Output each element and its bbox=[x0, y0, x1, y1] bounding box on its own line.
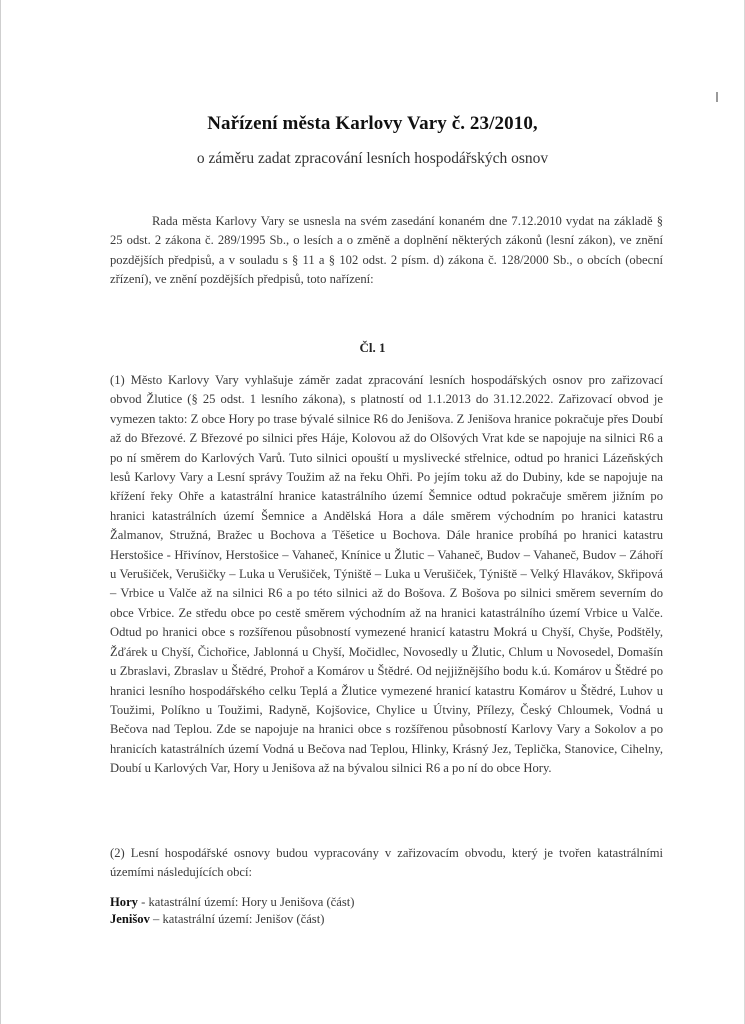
scan-mark bbox=[716, 92, 718, 102]
municipality-name: Hory bbox=[110, 895, 138, 909]
municipality-list bbox=[110, 894, 663, 928]
paragraph-1: (1) Město Karlovy Vary vyhlašuje záměr zadat zpracování lesních hospodářských osnov pro zařizovací obvod Žlutice (§ 25 odst. 1 lesního zákona), s platností od 1.1.2013 do 31.12.2022. Zařizovací obvod je vymezen takto: Z obce Hory po trase bývalé silnice R6 do Jenišova. Z Jenišova hranice pokračuje přes Doubí až do Březové. Z Březové po silnici přes Háje, Kolovou až do Olšových Vrat kde se napojuje na silnici R6 a po ní směrem do Karlových Varů. Tuto silnici opouští u myslivecké střelnice, odtud po hranici Lázeňských lesů Karlovy Vary a Lesní správy Toužim až na řeku Ohři. Po jejím toku až do Dubiny, kde se napojuje na křížení řeky Ohře a katastrální hranice katastrálního území Šemnice odtud pokračuje směrem jižním po hranici katastrálních území Šemnice a Andělská Hora a dále směrem východním po hranici katastru Žalmanov, Stružná, Bražec u Bochova a Těšetice u Bochova. Dále hranice probíhá po hranici katastru Herstošice - Hřivínov, Herstošice – Vahaneč, Knínice u Žlutic – Vahaneč, Budov – Vahaneč, Budov – Záhoří u Verušiček, Verušičky – Luka u Verušiček, Týniště – Luka u Verušiček, Týniště – Velký Hlavákov, Skřipová – Vrbice u Valče až na silnici R6 a po této silnici až do Bošova. Z Bošova po silnici směrem severním do obce Vrbice. Ze středu obce po cestě směrem východním až na hranici katastrálního území Vrbice u Valče. Odtud po hranici obce s rozšířenou působností vymezené hranicí katastru Mokrá u Chyší, Chyše, Podštěly, Žďárek u Chyší, Čichořice, Jablonná u Chyší, Močidlec, Novosedly u Žlutic, Chlum u Novosedel, Domašín u Zbraslavi, Zbraslav u Štědré, Prohoř a Komárov u Štědré. Od nejjižnějšího bodu k.ú. Komárov u Štědré po hranici lesního hospodářského celku Teplá a Žlutice vymezené hranicí katastru Komárov u Štědré, Luhov u Toužimi, Políkno u Toužimi, Radyně, Kojšovice, Chylice u Útviny, Přílezy, Český Chloumek, Vodná u Bečova nad Teplou. Zde se napojuje na hranici obce s rozšířenou působností Karlovy Vary a Sokolov a po hranicích katastrálních území Vodná u Bečova nad Teplou, Hlinky, Krásný Jez, Teplička, Stanovice, Cihelny, Doubí u Karlových Var, Hory u Jenišova až na bývalou silnici R6 a po ní do obce Hory. bbox=[110, 373, 663, 776]
intro-paragraph: Rada města Karlovy Vary se usnesla na svém zasedání konaném dne 7.12.2010 vydat na základě § 25 odst. 2 zákona č. 289/1995 Sb., o lesích a o změně a doplnění některých zákonů (lesní zákon), ve znění pozdějších předpisů, a v souladu s § 11 a § 102 odst. 2 písm. d) zákona č. 128/2000 Sb., o obcích (obecní zřízení), ve znění pozdějších předpisů, toto nařízení: bbox=[110, 214, 663, 287]
document-title: Nařízení města Karlovy Vary č. 23/2010, bbox=[207, 113, 538, 134]
article-heading: Čl. 1 bbox=[359, 340, 386, 355]
municipality-item-jenisov bbox=[110, 911, 663, 928]
municipality-detail: - katastrální území: Hory u Jenišova (část) bbox=[137, 895, 355, 909]
municipality-name: Jenišov bbox=[110, 912, 150, 926]
municipality-detail: – katastrální území: Jenišov (část) bbox=[149, 912, 325, 926]
document-subtitle: o záměru zadat zpracování lesních hospodářských osnov bbox=[196, 150, 549, 167]
municipality-item-hory bbox=[110, 894, 663, 911]
paragraph-2: (2) Lesní hospodářské osnovy budou vypracovány v zařizovacím obvodu, který je tvořen katastrálními územími následujících obcí: bbox=[110, 846, 663, 880]
